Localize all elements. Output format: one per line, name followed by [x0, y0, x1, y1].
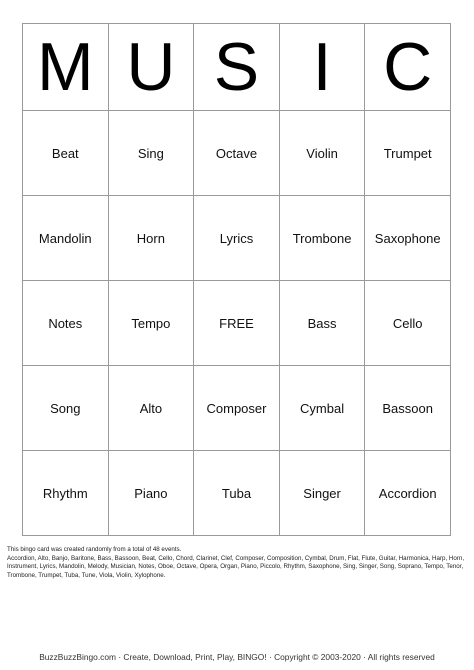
bingo-cell: Violin [279, 111, 365, 196]
bingo-cell: Notes [23, 281, 109, 366]
bingo-cell: Singer [279, 451, 365, 536]
bingo-row [23, 366, 451, 451]
bingo-cell: Composer [194, 366, 280, 451]
bingo-cell: Mandolin [23, 196, 109, 281]
bingo-cell: Tempo [108, 281, 194, 366]
bingo-cell: Trombone [279, 196, 365, 281]
bingo-cell: Saxophone [365, 196, 451, 281]
bingo-row [23, 196, 451, 281]
bingo-row [23, 111, 451, 196]
bingo-cell: Bass [279, 281, 365, 366]
free-space-cell: FREE [194, 281, 280, 366]
note-event-list: Accordion, Alto, Banjo, Baritone, Bass, Bassoon, Beat, Cello, Chord, Clarinet, Clef, Composer, Composition, Cymbal, Drum, Flat, Flute, Guitar, Harmonica, Harp, Horn, Instrument, Lyrics, Mandolin, Melody, Musician, Notes, Oboe, Octave, Opera, Organ, Piano, Piccolo, Rhythm, Saxophone, Sing, Singer, Song, Soprano, Tempo, Tenor, Trombone, Trumpet, Tuba, Tune, Viola, Violin, Xylophone. [7, 554, 465, 579]
header-letter: I [279, 24, 365, 111]
bingo-cell: Bassoon [365, 366, 451, 451]
bingo-cell: Piano [108, 451, 194, 536]
bingo-cell: Sing [108, 111, 194, 196]
bingo-header-row [23, 24, 451, 111]
bingo-cell: Cymbal [279, 366, 365, 451]
event-list-note [7, 546, 467, 580]
page-footer: BuzzBuzzBingo.com · Create, Download, Print, Play, BINGO! · Copyright © 2003-2020 · All rights reserved [39, 652, 435, 662]
bingo-card [22, 23, 451, 536]
note-intro: This bingo card was created randomly from a total of 48 events. [7, 546, 182, 553]
header-letter: M [23, 24, 109, 111]
header-letter: C [365, 24, 451, 111]
bingo-cell: Tuba [194, 451, 280, 536]
bingo-cell: Horn [108, 196, 194, 281]
bingo-cell: Song [23, 366, 109, 451]
bingo-cell: Alto [108, 366, 194, 451]
bingo-cell: Beat [23, 111, 109, 196]
bingo-cell: Lyrics [194, 196, 280, 281]
header-letter: U [108, 24, 194, 111]
bingo-cell: Rhythm [23, 451, 109, 536]
bingo-row [23, 451, 451, 536]
bingo-cell: Octave [194, 111, 280, 196]
bingo-cell: Cello [365, 281, 451, 366]
header-letter: S [194, 24, 280, 111]
bingo-row [23, 281, 451, 366]
bingo-cell: Accordion [365, 451, 451, 536]
bingo-cell: Trumpet [365, 111, 451, 196]
